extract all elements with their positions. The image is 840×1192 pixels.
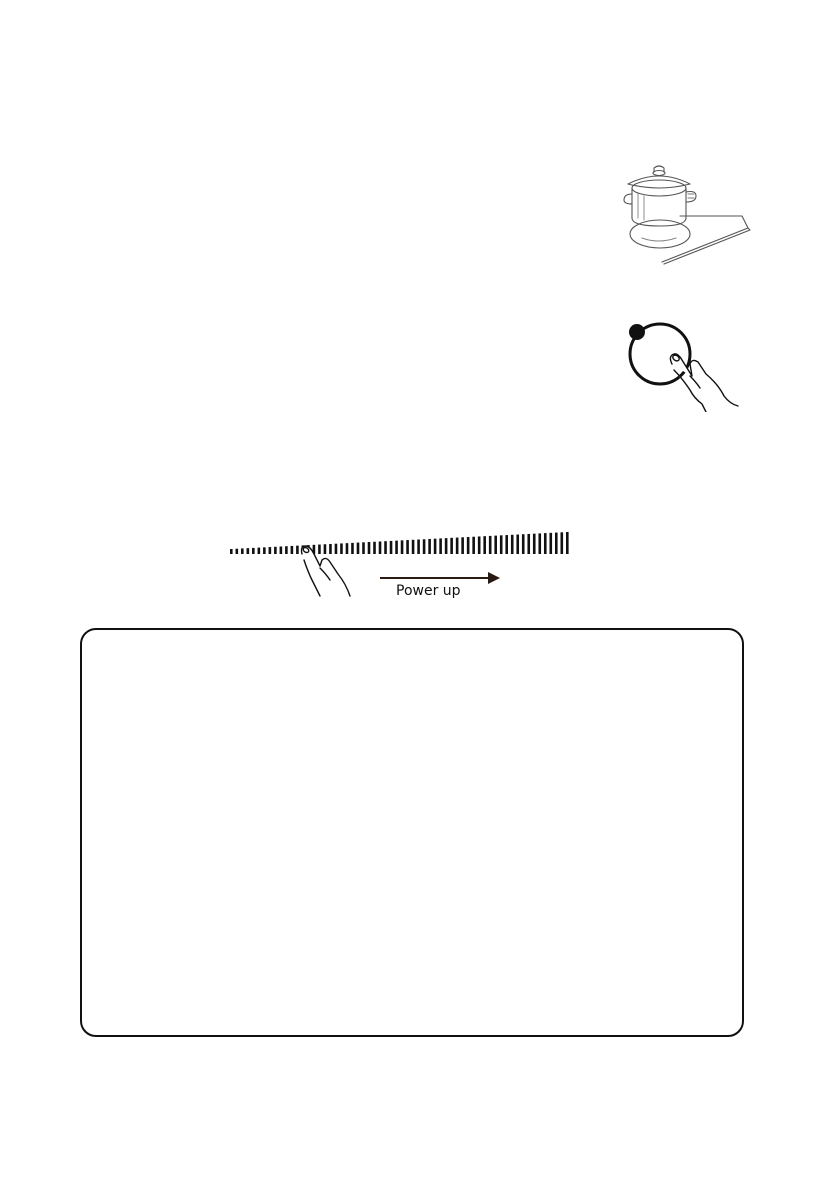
slider-bar xyxy=(252,548,255,554)
slider-bar xyxy=(335,544,338,554)
slider-bar xyxy=(368,542,371,554)
slider-bar xyxy=(478,536,481,554)
slider-bar xyxy=(483,536,486,554)
slider-bar xyxy=(423,539,426,554)
slider-bar xyxy=(566,532,569,554)
slider-bar xyxy=(494,536,497,554)
slider-bar xyxy=(428,539,431,554)
slider-bar xyxy=(544,533,547,554)
slider-bar xyxy=(505,535,508,554)
slider-bar xyxy=(362,542,365,554)
slider-bar xyxy=(527,534,530,554)
slider-bar xyxy=(291,546,294,554)
slider-bar xyxy=(340,543,343,554)
slider-bar xyxy=(467,537,470,554)
slider-bar xyxy=(318,545,321,554)
slider-bar xyxy=(412,540,415,554)
slider-bar xyxy=(296,546,299,554)
slider-bar xyxy=(346,543,349,554)
touch-control-icon xyxy=(598,312,748,412)
slider-bar xyxy=(401,540,404,554)
slider-bar xyxy=(384,541,387,554)
slider-bar xyxy=(357,543,360,554)
slider-bar xyxy=(247,548,250,554)
slider-bar xyxy=(417,540,420,554)
slider-bar xyxy=(456,538,459,554)
slider-bar xyxy=(516,535,519,554)
slider-bar xyxy=(373,542,376,554)
slider-bar xyxy=(533,534,536,554)
slider-bar xyxy=(450,538,453,554)
slider-bar xyxy=(280,546,283,554)
info-box xyxy=(80,628,744,1037)
slider-bar xyxy=(230,549,233,554)
slider-bar xyxy=(560,532,563,554)
slider-bar xyxy=(406,540,409,554)
slider-bar xyxy=(390,541,393,554)
slider-bar xyxy=(461,537,464,554)
slider-bar xyxy=(329,544,332,554)
slider-bar xyxy=(324,544,327,554)
slider-bar xyxy=(489,536,492,554)
slider-bar xyxy=(445,538,448,554)
slider-bar xyxy=(434,539,437,554)
slider-bar xyxy=(274,547,277,554)
slider-bar xyxy=(538,533,541,554)
slider-bar xyxy=(269,547,272,554)
slider-bar xyxy=(522,534,525,554)
slider-bar xyxy=(241,548,244,554)
slider-bar xyxy=(500,535,503,554)
slider-bar xyxy=(511,535,514,554)
slider-bar xyxy=(439,538,442,554)
slider-bar xyxy=(555,533,558,554)
pot-on-hob-icon xyxy=(592,154,752,270)
slider-bar xyxy=(395,541,398,554)
slider-bar xyxy=(236,549,239,554)
slider-bar xyxy=(379,541,382,554)
slider-bar xyxy=(351,543,354,554)
slider-bar xyxy=(285,546,288,554)
power-up-label: Power up xyxy=(396,583,461,599)
slider-bar xyxy=(472,537,475,554)
slider-bar xyxy=(258,548,261,554)
slider-bar xyxy=(263,547,266,554)
slider-bar xyxy=(549,533,552,554)
